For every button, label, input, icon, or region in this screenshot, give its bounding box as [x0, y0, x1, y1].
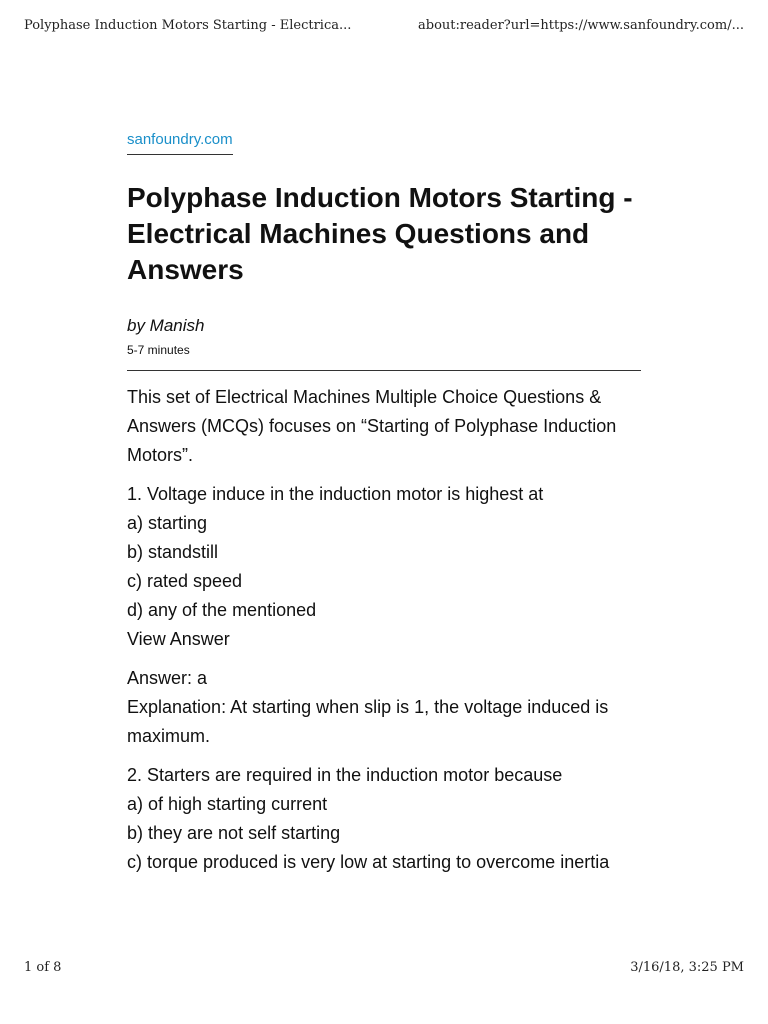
- option-item: b) they are not self starting: [127, 823, 341, 843]
- intro-paragraph: This set of Electrical Machines Multiple Choice Questions & Answers (MCQs) focuses on “Starting of Polyphase Induction Motors”.: [127, 387, 617, 465]
- option-item: a) starting: [127, 513, 208, 533]
- print-footer: [24, 960, 744, 980]
- question-text: 2. Starters are required in the induction motor because: [127, 765, 563, 785]
- article: [127, 130, 641, 887]
- option-item: c) rated speed: [127, 571, 243, 591]
- header-divider: [127, 370, 641, 371]
- option-item: a) of high starting current: [127, 794, 328, 814]
- article-title: Polyphase Induction Motors Starting - Electrical Machines Questions and Answers: [127, 182, 633, 285]
- explanation-text: Explanation: At starting when slip is 1, the voltage induced is maximum.: [127, 697, 609, 746]
- view-answer-link[interactable]: View Answer: [127, 629, 230, 649]
- question-1: [127, 480, 641, 654]
- print-header: [24, 18, 744, 38]
- question-text: 1. Voltage induce in the induction motor is highest at: [127, 484, 544, 504]
- option-item: c) torque produced is very low at starting to overcome inertia: [127, 852, 610, 872]
- option-item: d) any of the mentioned: [127, 600, 317, 620]
- article-byline: by Manish: [127, 316, 205, 335]
- answer-1: [127, 664, 641, 751]
- page-number: 1 of 8: [24, 960, 62, 975]
- reading-time: 5-7 minutes: [127, 343, 190, 357]
- print-url: about:reader?url=https://www.sanfoundry.com/...: [418, 18, 744, 33]
- print-page-title: Polyphase Induction Motors Starting - Electrica...: [24, 18, 352, 33]
- article-content: [127, 383, 641, 877]
- source-domain-link[interactable]: sanfoundry.com: [127, 130, 233, 155]
- question-2: [127, 761, 641, 877]
- print-timestamp: 3/16/18, 3:25 PM: [630, 960, 744, 975]
- answer-text: Answer: a: [127, 668, 208, 688]
- option-item: b) standstill: [127, 542, 219, 562]
